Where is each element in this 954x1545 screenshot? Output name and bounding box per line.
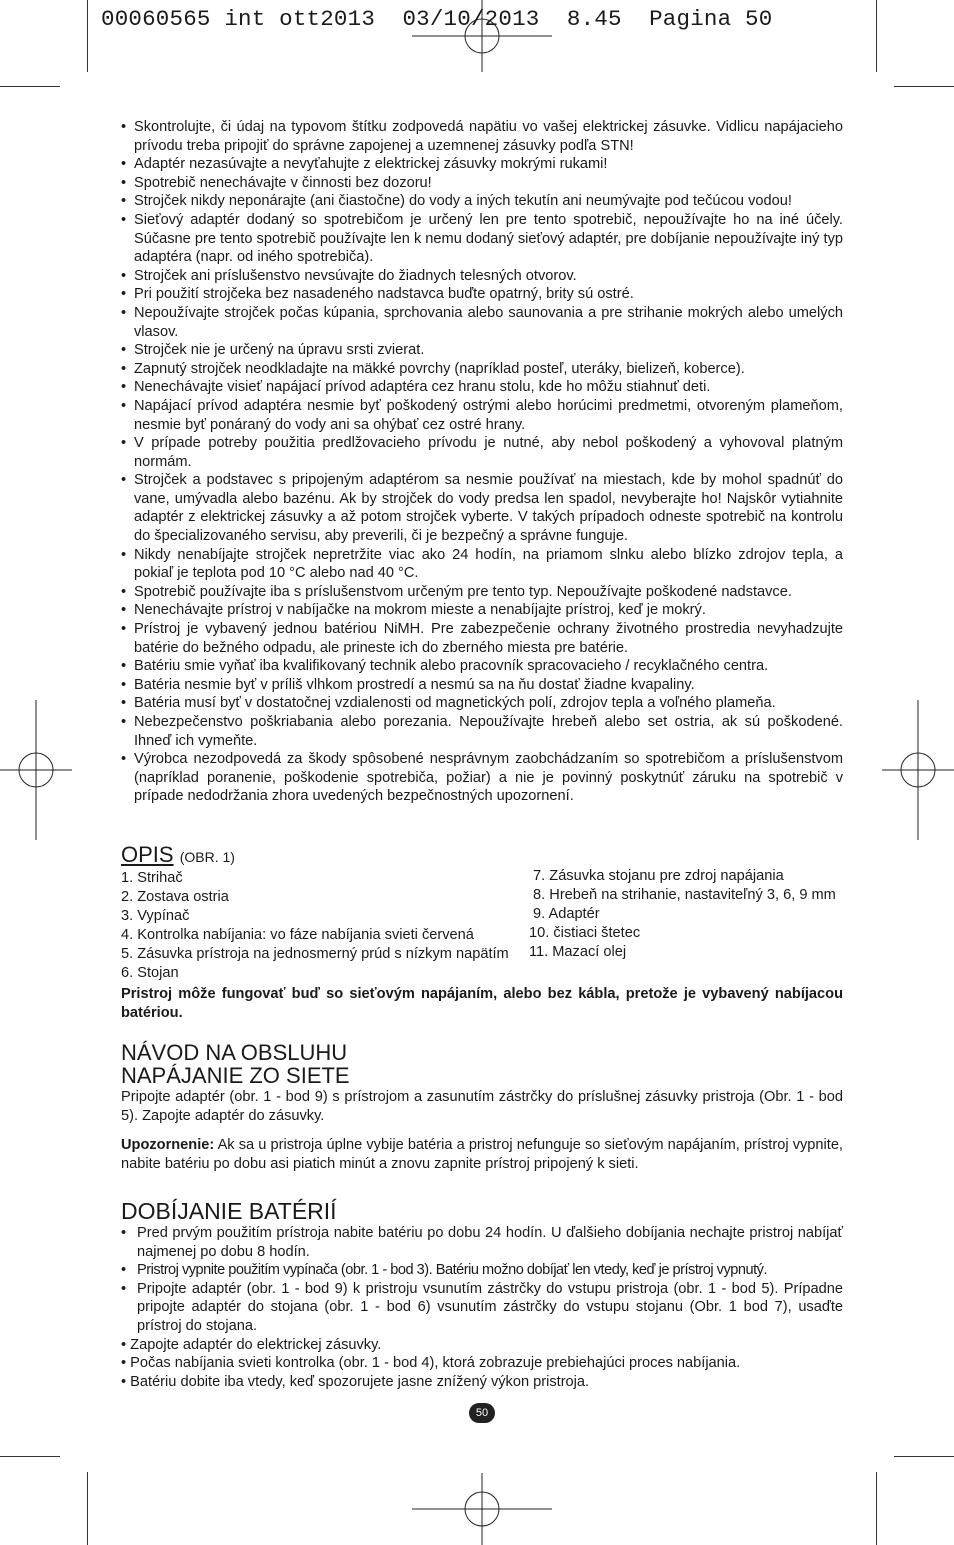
list-item: • Pri použití strojčeka bez nasadeného nadstavca buďte opatrný, brity sú ostré. [121, 285, 843, 304]
navod-warning [121, 1136, 843, 1173]
list-item: • Nenechávajte visieť napájací prívod adaptéra cez hranu stolu, kde ho môžu stiahnuť deti. [121, 378, 843, 397]
list-item: • Strojček nie je určený na úpravu srsti zvierat. [121, 341, 843, 360]
list-item: 8. Hrebeň na strihanie, nastaviteľný 3, 6, 9 mm [529, 887, 836, 903]
list-item: 3. Vypínač [121, 908, 190, 924]
crop-mark-bottom-left-v [87, 1472, 88, 1545]
crop-mark-bottom-left-h [0, 1456, 60, 1457]
registration-mark-top-icon [412, 0, 552, 72]
crop-mark-top-left-v [87, 0, 88, 72]
list-item: • Skontrolujte, či údaj na typovom štítku zodpovedá napätiu vo vašej elektrickej zásuvke. Vidlicu napájacieho prívodu treba pripojiť do správne zapojenej a uzemnenej zásuvky podľa STN! [121, 118, 843, 155]
list-item: • Pred prvým použitím prístroja nabite batériu po dobu 24 hodín. U ďalšieho dobíjania nechajte pristroj nabíjať najmenej po dobu 8 hodín. [121, 1224, 843, 1261]
list-item: • V prípade potreby použitia predlžovacieho prívodu je nutné, aby nebol poškodený a vyhovoval platným normám. [121, 434, 843, 471]
list-item: • Adaptér nezasúvajte a nevyťahujte z elektrickej zásuvky mokrými rukami! [121, 155, 843, 174]
list-item: • Napájací prívod adaptéra nesmie byť poškodený ostrými alebo horúcimi predmetmi, otvoreným plameňom, nesmie byť ponáraný do vody ani sa ohýbať cez ostré hrany. [121, 397, 843, 434]
list-item: • Počas nabíjania svieti kontrolka (obr. 1 - bod 4), ktorá zobrazuje prebiehajúci proces nabíjania. [121, 1355, 741, 1372]
print-header: 00060565 int ott2013 03/10/2013 8.45 Pagina 50 [101, 6, 773, 32]
page-number-badge: 50 [469, 1403, 495, 1423]
list-item: • Zapojte adaptér do elektrickej zásuvky. [121, 1336, 382, 1353]
list-item: • Spotrebič nenechávajte v činnosti bez dozoru! [121, 174, 843, 193]
navod-title: NÁVOD NA OBSLUHU [121, 1040, 348, 1065]
list-item: • Pripojte adaptér (obr. 1 - bod 9) k pristroju vsunutím zástrčky do vstupu pristroja (obr. 1 - bod 5). Prípadne pripojte adaptér do stojana (obr. 1 - bod 6) vsunutím zástrčky do vstupu stojanu (Obr. 1 bod 7), usaďte prístroj do stojana. [121, 1280, 843, 1336]
list-item: • Nenechávajte prístroj v nabíjačke na mokrom mieste a nenabíjajte prístroj, keď je mokrý. [121, 601, 843, 620]
parts-list-left [121, 869, 531, 983]
crop-mark-top-right-v [876, 0, 877, 72]
list-item: • Batéria nesmie byť v príliš vlhkom prostredí a nesmú sa na ňu dostať žiadne kvapaliny. [121, 676, 843, 695]
list-item: • Strojček nikdy neponárajte (ani čiastočne) do vody a iných tekutín ani neumývajte pod tečúcou vodou! [121, 192, 843, 211]
list-item: 2. Zostava ostria [121, 889, 229, 905]
list-item: 9. Adaptér [529, 906, 600, 922]
crop-mark-bottom-right-v [876, 1472, 877, 1545]
navod-section [121, 1041, 843, 1173]
cordless-note: Pristroj môže fungovať buď so sieťovým napájaním, alebo bez kábla, pretože je vybavený nabíjacou batériou. [121, 986, 843, 1021]
registration-mark-right-icon [882, 700, 954, 840]
opis-heading [121, 842, 235, 868]
list-item: 1. Strihač [121, 870, 183, 886]
registration-mark-left-icon [0, 700, 72, 840]
navod-paragraph: Pripojte adaptér (obr. 1 - bod 9) s prístrojom a zasunutím zástrčky do príslušnej zásuvky pristroja (Obr. 1 - bod 5). Zapojte adaptér do zásuvky. [121, 1089, 843, 1124]
list-item: • Spotrebič používajte iba s príslušenstvom určeným pre tento typ. Nepoužívajte poškodené nadstavce. [121, 583, 843, 602]
list-item: 4. Kontrolka nabíjania: vo fáze nabíjania svieti červená [121, 927, 474, 943]
list-item: • Strojček a podstavec s pripojeným adaptérom sa nesmie používať na miestach, kde by mohol spadnúť do vane, umývadla alebo bazénu. Ak by strojček do vody predsa len spadol, nevyberajte ho! Najskôr vytiahnite adaptér z elektrickej zásuvky a až potom strojček vyberte. V takých prípadoch odneste spotrebič na kontrolu do špecializovaného servisu, aby preverili, či je bezpečný a správne funguje. [121, 471, 843, 545]
safety-instructions-list [121, 118, 843, 806]
list-item: • Batériu smie vyňať iba kvalifikovaný technik alebo pracovník spracovacieho / recyklačného centra. [121, 657, 843, 676]
opis-title: OPIS [121, 842, 174, 867]
dobijanie-title: DOBÍJANIE BATÉRIÍ [121, 1198, 337, 1224]
warning-label: Upozornenie: [121, 1137, 215, 1154]
list-item: • Nepoužívajte strojček počas kúpania, sprchovania alebo saunovania a pre strihanie mokrých alebo umelých vlasov. [121, 304, 843, 341]
list-item: • Výrobca nezodpovedá za škody spôsobené nesprávnym zaobchádzaním so spotrebičom a príslušenstvom (napríklad poranenie, poškodenie spotrebiča, požiar) a nie je povinný poskytnúť záruku na spotrebič v prípade nedodržania zhora uvedených bezpečnostných upozornení. [121, 750, 843, 806]
crop-mark-top-left-h [0, 86, 60, 87]
parts-list-right [529, 867, 849, 962]
napajanie-title: NAPÁJANIE ZO SIETE [121, 1063, 350, 1088]
crop-mark-bottom-right-h [894, 1456, 954, 1457]
list-item: 11. Mazací olej [529, 944, 627, 960]
list-item: • Zapnutý strojček neodkladajte na mäkké povrchy (napríklad posteľ, uteráky, bielizeň, koberce). [121, 360, 843, 379]
list-item: 6. Stojan [121, 965, 179, 981]
list-item: 7. Zásuvka stojanu pre zdroj napájania [529, 868, 784, 884]
registration-mark-bottom-icon [412, 1473, 552, 1545]
list-item: 5. Zásuvka prístroja na jednosmerný prúd s nízkym napätím [121, 946, 509, 962]
list-item: • Strojček ani príslušenstvo nevsúvajte do žiadnych telesných otvorov. [121, 267, 843, 286]
list-item: • Batériu dobite iba vtedy, keď spozorujete jasne znížený výkon pristroja. [121, 1373, 590, 1390]
list-item: • Nebezpečenstvo poškriabania alebo porezania. Nepoužívajte hrebeň alebo set ostria, ak sú poškodené. Ihneď ich vymeňte. [121, 713, 843, 750]
list-item: • Sieťový adaptér dodaný so spotrebičom je určený len pre tento spotrebič, nepoužívajte ho na iné účely. Súčasne pre tento spotrebič používajte len k nemu dodaný sieťový adaptér, pre dobíjanie nepoužívajte iný typ adaptéra (napr. od iného spotrebiča). [121, 211, 843, 267]
list-item: • Nikdy nenabíjajte strojček nepretržite viac ako 24 hodín, na priamom slnku alebo blízko zdrojov tepla, a pokiaľ je teplota pod 10 °C alebo nad 40 °C. [121, 546, 843, 583]
dobijanie-section [121, 1199, 843, 1391]
list-item: 10. čistiaci štetec [529, 925, 641, 941]
list-item: • Batéria musí byť v dostatočnej vzdialenosti od magnetických polí, zdrojov tepla a voľného plameňa. [121, 694, 843, 713]
opis-subtitle: (OBR. 1) [179, 849, 235, 865]
crop-mark-top-right-h [894, 86, 954, 87]
list-item: • Pristroj vypnite použitím vypínača (obr. 1 - bod 3). Batériu možno dobíjať len vtedy, keď je prístroj vypnutý. [121, 1261, 843, 1280]
warning-text: Ak sa u pristroja úplne vybije batéria a pristroj nefunguje so sieťovým napájaním, prístroj vypnite, nabite batériu po dobu asi piatich minút a znovu zapnite prístroj pripojený k sieti. [121, 1137, 843, 1172]
list-item: • Prístroj je vybavený jednou batériou NiMH. Pre zabezpečenie ochrany životného prostredia nevyhadzujte batérie do bežného odpadu, ale prineste ich do zberného miesta pre batérie. [121, 620, 843, 657]
